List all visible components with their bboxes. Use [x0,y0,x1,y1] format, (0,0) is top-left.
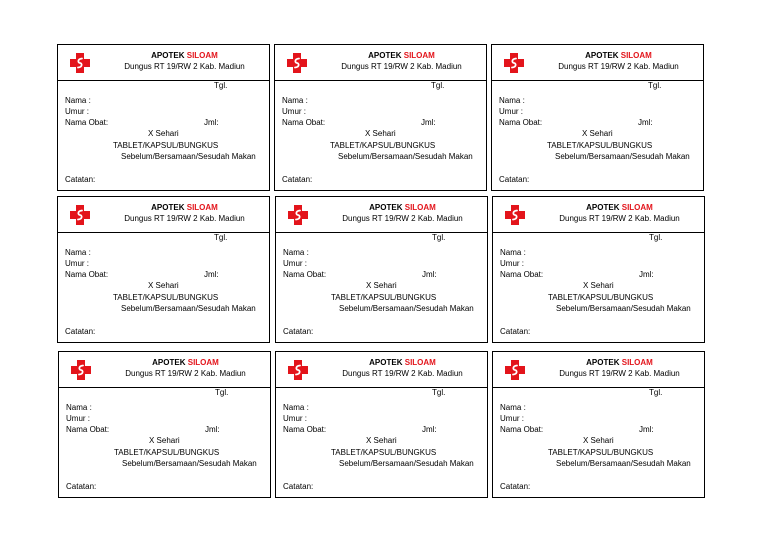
prescription-label [275,351,488,498]
patient-name-field: Nama : [283,248,309,257]
medicine-name-field: Nama Obat: [65,270,109,279]
patient-name-field: Nama : [65,248,91,257]
pharmacy-address: Dungus RT 19/RW 2 Kab. Madiun [124,214,245,223]
meal-instruction: Sebelum/Bersamaan/Sesudah Makan [122,459,257,468]
pharmacy-cross-icon [70,359,92,381]
patient-name-field: Nama : [500,403,526,412]
notes-field: Catatan: [283,482,314,491]
pharmacy-name: APOTEK SILOAM [586,358,653,367]
dosage-form: TABLET/KAPSUL/BUNGKUS [113,293,219,302]
pharmacy-name: APOTEK SILOAM [586,203,653,212]
prescription-label [57,196,270,343]
quantity-field: Jml: [638,118,653,127]
notes-field: Catatan: [499,175,530,184]
dosage-frequency: X Sehari [148,129,179,138]
date-field: Tgl. [648,81,662,90]
prescription-label [492,196,705,343]
quantity-field: Jml: [205,425,220,434]
quantity-field: Jml: [422,270,437,279]
dosage-frequency: X Sehari [365,129,396,138]
notes-field: Catatan: [500,327,531,336]
meal-instruction: Sebelum/Bersamaan/Sesudah Makan [556,459,691,468]
dosage-frequency: X Sehari [583,281,614,290]
quantity-field: Jml: [421,118,436,127]
quantity-field: Jml: [422,425,437,434]
medicine-name-field: Nama Obat: [500,270,544,279]
label-header [58,197,269,233]
medicine-name-field: Nama Obat: [66,425,110,434]
pharmacy-address: Dungus RT 19/RW 2 Kab. Madiun [125,369,246,378]
pharmacy-cross-icon [69,52,91,74]
meal-instruction: Sebelum/Bersamaan/Sesudah Makan [339,459,474,468]
dosage-form: TABLET/KAPSUL/BUNGKUS [548,293,654,302]
label-header [59,352,270,388]
dosage-frequency: X Sehari [148,281,179,290]
dosage-form: TABLET/KAPSUL/BUNGKUS [331,448,437,457]
patient-name-field: Nama : [499,96,525,105]
patient-name-field: Nama : [66,403,92,412]
dosage-frequency: X Sehari [366,281,397,290]
medicine-name-field: Nama Obat: [283,425,327,434]
date-field: Tgl. [214,81,228,90]
pharmacy-cross-icon [503,52,525,74]
patient-age-field: Umur : [282,107,306,116]
label-header [492,45,703,81]
prescription-label [57,44,270,191]
quantity-field: Jml: [639,270,654,279]
pharmacy-name: APOTEK SILOAM [368,51,435,60]
meal-instruction: Sebelum/Bersamaan/Sesudah Makan [338,152,473,161]
quantity-field: Jml: [204,118,219,127]
pharmacy-cross-icon [286,52,308,74]
prescription-label [275,196,488,343]
prescription-label [58,351,271,498]
meal-instruction: Sebelum/Bersamaan/Sesudah Makan [339,304,474,313]
date-field: Tgl. [649,388,663,397]
notes-field: Catatan: [65,327,96,336]
patient-name-field: Nama : [282,96,308,105]
meal-instruction: Sebelum/Bersamaan/Sesudah Makan [121,304,256,313]
pharmacy-name: APOTEK SILOAM [151,51,218,60]
pharmacy-cross-icon [287,359,309,381]
pharmacy-address: Dungus RT 19/RW 2 Kab. Madiun [342,369,463,378]
pharmacy-name: APOTEK SILOAM [369,203,436,212]
quantity-field: Jml: [204,270,219,279]
dosage-frequency: X Sehari [149,436,180,445]
label-header [275,45,486,81]
medicine-name-field: Nama Obat: [282,118,326,127]
pharmacy-cross-icon [504,204,526,226]
pharmacy-name: APOTEK SILOAM [151,203,218,212]
pharmacy-cross-icon [69,204,91,226]
prescription-label [274,44,487,191]
dosage-form: TABLET/KAPSUL/BUNGKUS [547,141,653,150]
meal-instruction: Sebelum/Bersamaan/Sesudah Makan [556,304,691,313]
patient-age-field: Umur : [499,107,523,116]
pharmacy-cross-icon [504,359,526,381]
label-header [58,45,269,81]
medicine-name-field: Nama Obat: [65,118,109,127]
patient-name-field: Nama : [283,403,309,412]
date-field: Tgl. [432,233,446,242]
pharmacy-name: APOTEK SILOAM [152,358,219,367]
dosage-form: TABLET/KAPSUL/BUNGKUS [114,448,220,457]
pharmacy-address: Dungus RT 19/RW 2 Kab. Madiun [341,62,462,71]
pharmacy-name: APOTEK SILOAM [585,51,652,60]
label-header [276,197,487,233]
label-header [493,352,704,388]
notes-field: Catatan: [283,327,314,336]
medicine-name-field: Nama Obat: [500,425,544,434]
notes-field: Catatan: [66,482,97,491]
dosage-frequency: X Sehari [366,436,397,445]
pharmacy-name: APOTEK SILOAM [369,358,436,367]
pharmacy-address: Dungus RT 19/RW 2 Kab. Madiun [559,369,680,378]
patient-age-field: Umur : [65,259,89,268]
pharmacy-address: Dungus RT 19/RW 2 Kab. Madiun [559,214,680,223]
date-field: Tgl. [431,81,445,90]
notes-field: Catatan: [282,175,313,184]
patient-age-field: Umur : [500,414,524,423]
pharmacy-cross-icon [287,204,309,226]
patient-name-field: Nama : [65,96,91,105]
date-field: Tgl. [214,233,228,242]
meal-instruction: Sebelum/Bersamaan/Sesudah Makan [555,152,690,161]
pharmacy-address: Dungus RT 19/RW 2 Kab. Madiun [124,62,245,71]
dosage-form: TABLET/KAPSUL/BUNGKUS [548,448,654,457]
label-header [276,352,487,388]
patient-age-field: Umur : [500,259,524,268]
prescription-label [491,44,704,191]
notes-field: Catatan: [65,175,96,184]
dosage-form: TABLET/KAPSUL/BUNGKUS [331,293,437,302]
meal-instruction: Sebelum/Bersamaan/Sesudah Makan [121,152,256,161]
dosage-form: TABLET/KAPSUL/BUNGKUS [330,141,436,150]
quantity-field: Jml: [639,425,654,434]
label-header [493,197,704,233]
patient-age-field: Umur : [66,414,90,423]
date-field: Tgl. [432,388,446,397]
medicine-name-field: Nama Obat: [499,118,543,127]
patient-age-field: Umur : [283,414,307,423]
patient-age-field: Umur : [65,107,89,116]
pharmacy-address: Dungus RT 19/RW 2 Kab. Madiun [342,214,463,223]
notes-field: Catatan: [500,482,531,491]
dosage-form: TABLET/KAPSUL/BUNGKUS [113,141,219,150]
dosage-frequency: X Sehari [583,436,614,445]
date-field: Tgl. [649,233,663,242]
patient-age-field: Umur : [283,259,307,268]
dosage-frequency: X Sehari [582,129,613,138]
patient-name-field: Nama : [500,248,526,257]
date-field: Tgl. [215,388,229,397]
pharmacy-address: Dungus RT 19/RW 2 Kab. Madiun [558,62,679,71]
medicine-name-field: Nama Obat: [283,270,327,279]
prescription-label [492,351,705,498]
